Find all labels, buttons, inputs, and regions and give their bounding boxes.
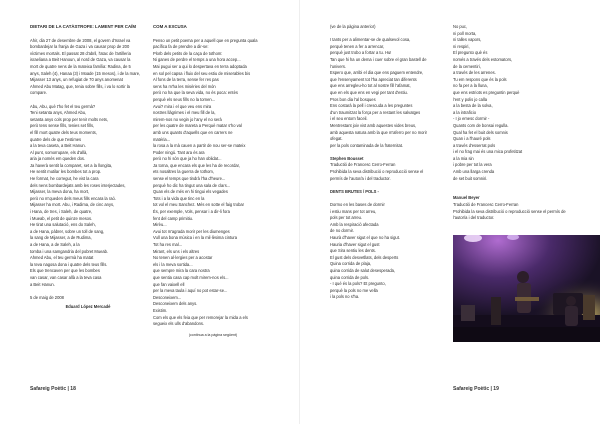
text-line: Mai pugui ser a qui lo despertava en terra adoptada <box>153 63 247 69</box>
text-line: que ens estriots es preguntin perquè <box>453 89 520 95</box>
text-line: i el seu entorn faceil. <box>330 116 368 122</box>
text-line: i estiu mans per tot arreu, <box>330 208 377 214</box>
text-line: Ahir, dia 27 de desembre de 2008, el govern d'Israel va <box>30 37 131 43</box>
text-line: la rosa a la mà cauen a partir de nou ser-se mateix <box>153 143 246 149</box>
text-line: compare. <box>30 90 48 96</box>
text-line: Tot ha res mal... <box>153 242 183 247</box>
text-line: van casar, van casar allà a la teva casa <box>30 274 102 280</box>
text-line: Al punt, somorrupare, els d'allà, <box>30 149 88 155</box>
poem-signature: Eduard López Mercadé <box>65 304 111 310</box>
poem-body <box>330 37 448 149</box>
text-line: perquè la pols no me vella <box>330 287 378 293</box>
text-line: l'univers. <box>330 63 347 69</box>
text-line: l'ent y polis jo calla <box>453 96 488 102</box>
poem-heading: DENTS BRUTES / POLS - <box>330 188 379 194</box>
poem-body <box>153 38 273 328</box>
text-line: Desconeixem... <box>153 294 182 300</box>
text-line: Espero que, arribi el dia que ens paguem entendre, <box>330 70 424 76</box>
text-line: no fa per a la lluna, <box>453 83 488 89</box>
text-line: anys, Saleh (4), Hanaa (3) i Moade (15 mesos), i de la mare, <box>30 70 141 76</box>
text-line: Prohibida la seva distribució o reproducció sense el permís de <box>453 208 566 214</box>
text-line: i Mueab, el petit de quinze mesos. <box>30 215 93 221</box>
text-line: Pros bon dia l'al bosques <box>330 96 376 102</box>
text-line: ofegat. <box>330 136 343 142</box>
text-line: nostres llàgrimes i el meu fill de la, <box>153 110 216 116</box>
rights-notice <box>330 169 448 182</box>
text-line: amb aquesta natura amb la que m'aferro per no morir <box>330 129 428 135</box>
text-line: Dormo en les bases de dormir <box>330 202 385 208</box>
rights-notice <box>453 209 573 222</box>
text-line: I tants per a alimentar-se de qualsevol cosa, <box>330 37 411 43</box>
text-line: Haurà d'haver sigut el que no ha sigut. <box>330 235 400 240</box>
text-line: Plorb dels petits de la caça de tothom: <box>153 50 223 56</box>
page-folio: Safareig Poètic | 18 <box>30 386 76 392</box>
poem-date: 5 de maig de 2008 <box>30 294 64 300</box>
text-line: quina corrida de pols. <box>330 274 370 280</box>
text-line: sens ha m'ha les misèries del món <box>153 83 216 89</box>
continued-note: (continua a la pàgina següent) <box>188 332 238 337</box>
text-line: tot vol el meu Sanchez. Més en sotte el faig trobar <box>153 202 245 208</box>
text-line: Tots i a la vida que tinc en la <box>153 195 205 201</box>
text-line: - I jo emesc dormir - <box>453 116 490 122</box>
text-line: Desconeixem dels anys. <box>153 301 198 307</box>
poem-body <box>30 104 146 289</box>
text-line: de la cementiri, <box>453 63 481 69</box>
text-line: Poder ningú. Tant ara és ara <box>153 149 205 155</box>
text-line: aria ja només em queden dos. <box>30 156 86 162</box>
text-line: i el no frag mai és una mica profetitzat <box>453 149 523 155</box>
text-line: El pregunto què és <box>453 50 488 56</box>
text-line: Amb una llarga crenda <box>453 169 495 175</box>
poem-heading: DIETARI DE LA CATÀSTROFE: LAMENT PER CAÏM <box>30 24 137 29</box>
text-line: ni respiri, <box>453 43 470 49</box>
text-line: amb uns quants d'aquells que en carrers ne <box>153 129 233 135</box>
text-line: Amb la respiració afectada <box>330 221 379 227</box>
text-line: perquè ho dic ha tingut una sala de clars... <box>153 182 231 188</box>
text-line: Mijasser 13 anys, un refugiat de 70 anys anomenat <box>30 77 123 83</box>
text-line: per la meva taula i aquí no pot estar-se... <box>153 288 228 294</box>
text-line: Quants com de bonsai regulla. <box>453 122 509 128</box>
text-line: sense el temps que tindrà l'ha d'heure... <box>153 176 226 182</box>
continued-from-note: (ve de la pàgina anterior) <box>330 24 376 29</box>
text-line: tomba i una samgandria del pobret Mueab. <box>30 248 109 254</box>
text-line: que sempre mira la cara nostra <box>153 268 210 274</box>
text-line: Prohibida la seva distribució o reproducció sense el <box>330 169 424 175</box>
intro-stanza <box>30 38 146 97</box>
text-line: Mirèu... <box>153 222 167 228</box>
text-line: permís de l'autor/a i del traductor. <box>330 175 391 181</box>
text-line: a la mia sin <box>453 155 474 161</box>
text-line: Mijasser ha mort. Abu, i Radima, de cinc anys, <box>30 202 115 208</box>
text-line: la teva nagosa dona i quatre dels teus fills. <box>30 261 108 267</box>
text-line: Qual ha fet el buit dels somnis <box>453 129 508 135</box>
text-line: per la pols contaminada de la fraternitat. <box>330 142 404 148</box>
text-line: pacífica fa de prendre a dir-se: <box>153 44 209 50</box>
text-line: a la besta de la solva, <box>453 103 493 109</box>
text-line: que Sira sentiu les dents. <box>330 248 376 254</box>
text-line: de set buit somniri. <box>453 175 488 181</box>
text-line: perquè tenen a fer a arrencar, <box>330 43 385 49</box>
text-line: a de Hana, pàbrer, sobre un toll de sang, <box>30 228 105 234</box>
text-line: i Hana, de tres, i Saleh, de quatre, <box>30 209 93 215</box>
text-line: Com els que els feia que per remorejar la mida a els <box>153 314 248 320</box>
text-line: setanta anys cols prop per tenir molts nets, <box>30 116 109 122</box>
text-line: però tens sense fills, tenies set fills, <box>30 123 95 129</box>
poem-translator: Traductió de Francesc Cerro-Ferran <box>453 202 519 208</box>
text-line: ni poll morta, <box>453 30 477 36</box>
text-line: Hauria d'haver sigut el gust <box>330 241 380 247</box>
text-line: Mirant, els uns i els altres <box>153 248 200 254</box>
poem-heading: COM A EXCUSA <box>153 24 187 29</box>
text-line: que ens arregleu-ho tot al nostre fill l'afamat, <box>330 83 411 89</box>
text-line: segueix els ulls d'abandons. <box>153 321 205 327</box>
poem-translator: Traductió de Francesc Cerro-Ferran <box>330 162 396 168</box>
text-line: que l'ensenyament tot l'ha apreciat tan diferents <box>330 76 417 82</box>
text-line: i la pols no s'ha. <box>330 294 360 300</box>
text-line: per les quatre de mareta a Perquè matar s'ho val <box>153 123 242 129</box>
text-line: ets nosaltres la guerra de tothom, <box>153 169 214 175</box>
text-line: d'un traumitzat la força per a restant les salvatges <box>330 109 421 115</box>
text-line: només a través dels estomators, <box>453 56 513 62</box>
text-line: quatre dels de que t'estimes <box>30 136 82 142</box>
text-line: a la intraficio <box>453 109 476 115</box>
text-line: i pobre per tot la vera <box>453 162 492 168</box>
text-line: pols per tot arreu. <box>330 215 363 221</box>
left-column-1 <box>30 24 146 311</box>
text-line: Tu em respons que és la pols <box>453 76 507 82</box>
text-line: israeliana a Beit Hanoun, al nord de Gaza, va causar la <box>30 57 131 63</box>
text-line: Vull una bona música i en la mil·lèsima cintura <box>153 235 238 241</box>
text-line: a de Hana, a de Saleh, a la <box>30 242 80 247</box>
text-line: Quina corrida de plaja, <box>330 261 372 267</box>
text-line: Quan els de més en hi tingui els vegades <box>153 189 228 195</box>
text-line: fent del camp primitiu. <box>153 215 194 221</box>
text-line: el fill mort quatre dels teus moments, <box>30 129 97 135</box>
text-line: que fan vaixell ell <box>153 281 185 287</box>
poem-body <box>453 24 573 182</box>
text-line: - I qué és la pols? Et pregunto, <box>330 281 386 287</box>
text-line: de no dormir. <box>330 228 354 234</box>
text-line: Ahmed Abu Matag, que, tenia sobre fills, i va lo sortir la <box>30 83 130 89</box>
poem-author: Stephen Bousset <box>330 155 364 161</box>
text-line: la sang de Mijasser, a de Rudima, <box>30 235 92 241</box>
right-page <box>300 0 600 424</box>
text-line: que sentia casa cap molt mirem-nos els... <box>153 274 229 280</box>
text-line: a la teva caseta, a Beit Hanun. <box>30 143 86 149</box>
text-line: matéria... <box>153 136 171 142</box>
text-line: ni talles vapors, <box>453 37 482 43</box>
text-line: quina corrida de salut desesperada, <box>330 267 396 273</box>
poem-body <box>330 202 448 301</box>
text-line: l'autor/a i del traductor. <box>453 215 495 221</box>
left-column-2 <box>153 24 273 338</box>
poem-author: Manuel Beyer <box>453 195 480 201</box>
text-line: Tan que hi ha un dema i cuer sobre el gran bastell de <box>330 56 427 62</box>
text-line: Els que trencaven per que les bombes <box>30 268 100 274</box>
text-line: És, per exemple, Vols, pensar i a dir-li fora <box>153 209 230 215</box>
text-line: a través de les arrenes. <box>453 70 496 76</box>
text-line: Avui tot m'agrada morir per les diumenges <box>153 228 230 234</box>
text-line: perquè els seus fills no la tornen... <box>153 96 216 102</box>
text-line: Ni ganes de perdre el temps a una hora accep... <box>153 57 241 63</box>
text-line: però no hi són que ja ho han oblidat... <box>153 156 222 162</box>
text-line: mort de quatre nens de la mateixa família: Radina, de 5 <box>30 63 131 69</box>
text-line: víctimes mortals. El passat 28 d'abril, l'atac de l'artilleria <box>30 50 131 56</box>
stage-photo <box>453 235 600 342</box>
text-line: Quan i a l'hauré pols <box>453 136 491 142</box>
text-line: El gust dels desvetllats, dels desperts <box>330 254 399 260</box>
text-line: He format, he corregut, he vist la cara <box>30 176 99 182</box>
text-line: perquè just trobo a fortar a tu. Hu! <box>330 50 392 56</box>
text-line: Ja haverà sentit la comparet, set a la llongita, <box>30 162 113 168</box>
text-line: No puc, <box>453 24 468 29</box>
text-line: Avui? mira i el que veu ens mira <box>153 103 212 109</box>
right-column-1 <box>330 24 448 301</box>
right-column-2 <box>453 24 573 222</box>
text-line: Mentrestant joiv vist amb aquestes vides breus, <box>330 122 417 128</box>
text-line: mirem-nos no vegin jo l'any el no serà <box>153 116 222 122</box>
text-line: però no ha que la seva vida, no és poca: entès <box>153 90 238 96</box>
text-line: els i la meva sortida... <box>153 261 193 267</box>
text-line: No tenen al·lergies per a acostar <box>153 255 213 261</box>
page-folio: Safareig Poètic | 19 <box>453 386 499 392</box>
text-line: Ja torna, que encara els que les ha de recordar, <box>153 162 240 168</box>
text-line: Abu, Abu, què t'ho fet el teu germà? <box>30 103 96 109</box>
text-line: Mijasser, la meva dona, ha mort, <box>30 189 90 195</box>
text-line: Teni setanta anys, Ahmed Abu, <box>30 110 87 116</box>
text-line: Al fons de la terra, sense fer res pas <box>153 77 219 83</box>
text-line: però no m'queden dels meus fills encara la raó. <box>30 195 116 201</box>
text-line: a Beit Hanun. <box>30 281 55 287</box>
text-line: He sentit mutilar les bombes tot a prop. <box>30 169 102 175</box>
text-line: a través d'esserrat pols <box>453 142 496 148</box>
text-line: que en els que ens en vegi per tant d'estiu. <box>330 89 408 95</box>
text-line: dels nens bombardejats amb les roses interjectades, <box>30 182 126 188</box>
text-line: en sol pel capsa i fluix del seu estiu de miserables bis <box>153 70 251 76</box>
text-line: Existim. <box>153 307 168 313</box>
text-line: Penso un petit poema per a aquell que en pregunta quala <box>153 37 258 43</box>
text-line: Ahmed Abu, el teu germà ha matat <box>30 255 94 261</box>
text-line: bombardejar la franja de Gaza i va causar prop de 200 <box>30 44 130 50</box>
text-line: Ens costarà la pell i crescuda a les preguntes <box>330 103 413 109</box>
text-line: He tirat una salutació, ens do Saleh, <box>30 222 96 228</box>
